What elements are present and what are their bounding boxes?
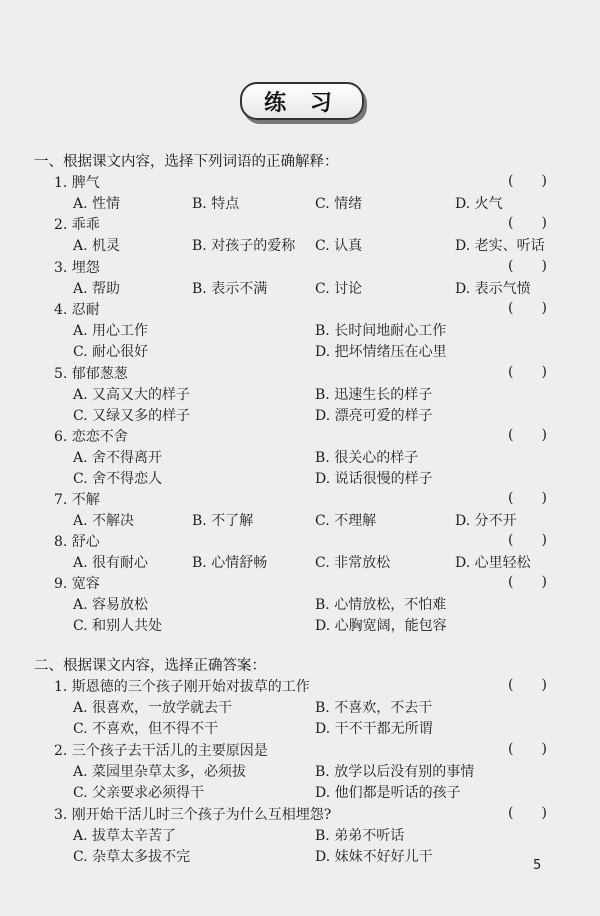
question: 5. 郁郁葱葱 xyxy=(54,366,128,382)
option: C. 父亲要求必须得干 xyxy=(73,785,205,801)
option: C. 不理解 xyxy=(315,513,377,529)
page-number: 5 xyxy=(533,858,542,873)
answer-blank[interactable]: ( ) xyxy=(508,258,547,274)
option: D. 干不干都无所谓 xyxy=(315,721,433,737)
answer-blank[interactable]: ( ) xyxy=(508,741,547,757)
option: B. 不喜欢，不去干 xyxy=(315,700,433,716)
option: D. 表示气愤 xyxy=(455,281,531,297)
question: 9. 宽容 xyxy=(54,576,100,592)
option: A. 很有耐心 xyxy=(73,555,149,571)
option: D. 心胸宽阔，能包容 xyxy=(315,618,447,634)
answer-blank[interactable]: ( ) xyxy=(508,215,547,231)
option: A. 又高又大的样子 xyxy=(73,387,191,403)
answer-blank[interactable]: ( ) xyxy=(508,490,547,506)
option: C. 情绪 xyxy=(315,196,363,212)
option: B. 特点 xyxy=(192,196,240,212)
option: C. 认真 xyxy=(315,238,363,254)
option: A. 很喜欢，一放学就去干 xyxy=(73,700,233,716)
section1-heading: 一、根据课文内容，选择下列词语的正确解释： xyxy=(34,154,339,170)
option: A. 舍不得离开 xyxy=(73,450,163,466)
option: B. 心情放松，不怕难 xyxy=(315,597,447,613)
option: A. 容易放松 xyxy=(73,597,149,613)
option: A. 机灵 xyxy=(73,238,121,254)
option: C. 又绿又多的样子 xyxy=(73,408,191,424)
option: B. 长时间地耐心工作 xyxy=(315,323,447,339)
option: D. 分不开 xyxy=(455,513,517,529)
option: C. 耐心很好 xyxy=(73,344,149,360)
option: C. 讨论 xyxy=(315,281,363,297)
question: 8. 舒心 xyxy=(54,534,100,550)
option: B. 很关心的样子 xyxy=(315,450,419,466)
question: 1. 斯恩德的三个孩子刚开始对拔草的工作 xyxy=(54,679,310,695)
question: 1. 脾气 xyxy=(54,175,100,191)
option: D. 漂亮可爱的样子 xyxy=(315,408,433,424)
option: A. 帮助 xyxy=(73,281,121,297)
option: C. 舍不得恋人 xyxy=(73,471,163,487)
option: B. 迅速生长的样子 xyxy=(315,387,433,403)
option: C. 和别人共处 xyxy=(73,618,163,634)
answer-blank[interactable]: ( ) xyxy=(508,677,547,693)
option: A. 拔草太辛苦了 xyxy=(73,828,177,844)
answer-blank[interactable]: ( ) xyxy=(508,532,547,548)
question: 3. 刚开始干活儿时三个孩子为什么互相埋怨? xyxy=(54,807,332,823)
option: B. 表示不满 xyxy=(192,281,268,297)
option: B. 心情舒畅 xyxy=(192,555,268,571)
option: B. 弟弟不听话 xyxy=(315,828,405,844)
answer-blank[interactable]: ( ) xyxy=(508,805,547,821)
option: B. 放学以后没有别的事情 xyxy=(315,764,475,780)
answer-blank[interactable]: ( ) xyxy=(508,173,547,189)
question: 2. 乖乖 xyxy=(54,217,100,233)
exercise-title: 练 习 xyxy=(240,82,364,120)
option: B. 不了解 xyxy=(192,513,254,529)
option: D. 火气 xyxy=(455,196,503,212)
section2-heading: 二、根据课文内容，选择正确答案： xyxy=(34,658,266,674)
option: A. 菜园里杂草太多，必须拔 xyxy=(73,764,247,780)
answer-blank[interactable]: ( ) xyxy=(508,574,547,590)
answer-blank[interactable]: ( ) xyxy=(508,300,547,316)
option: A. 用心工作 xyxy=(73,323,149,339)
option: D. 心里轻松 xyxy=(455,555,531,571)
question: 7. 不解 xyxy=(54,492,100,508)
option: A. 不解决 xyxy=(73,513,135,529)
question: 6. 恋恋不舍 xyxy=(54,429,128,445)
answer-blank[interactable]: ( ) xyxy=(508,364,547,380)
option: C. 不喜欢，但不得不干 xyxy=(73,721,219,737)
option: A. 性情 xyxy=(73,196,121,212)
question: 3. 埋怨 xyxy=(54,260,100,276)
answer-blank[interactable]: ( ) xyxy=(508,427,547,443)
option: D. 妹妹不好好儿干 xyxy=(315,849,433,865)
question: 4. 忍耐 xyxy=(54,302,100,318)
option: D. 把坏情绪压在心里 xyxy=(315,344,447,360)
option: C. 杂草太多拔不完 xyxy=(73,849,191,865)
option: D. 说话很慢的样子 xyxy=(315,471,433,487)
option: C. 非常放松 xyxy=(315,555,391,571)
option: B. 对孩子的爱称 xyxy=(192,238,296,254)
option: D. 老实、听话 xyxy=(455,238,545,254)
question: 2. 三个孩子去干活儿的主要原因是 xyxy=(54,743,268,759)
option: D. 他们都是听话的孩子 xyxy=(315,785,461,801)
